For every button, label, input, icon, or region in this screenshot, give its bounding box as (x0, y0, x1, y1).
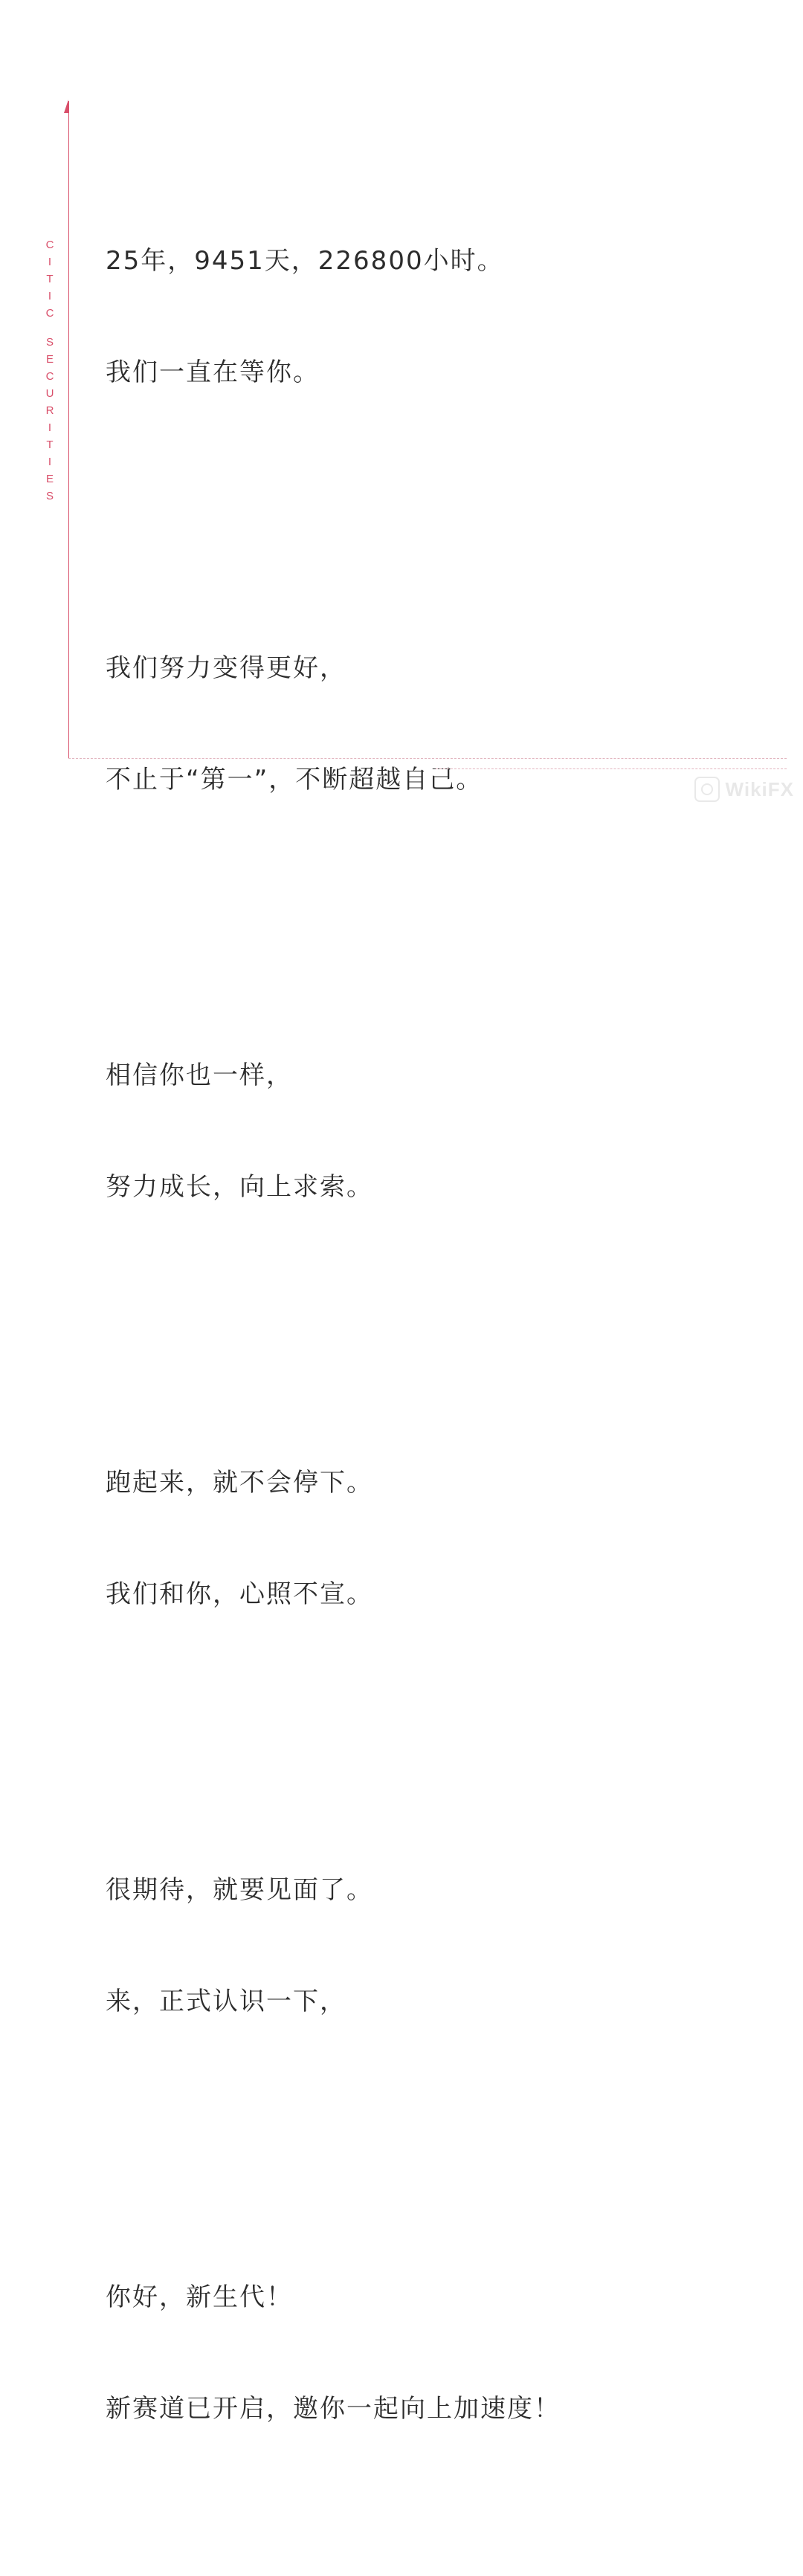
copy-line: 你好，新生代！ (106, 2282, 293, 2312)
copy-line: 我们努力变得更好， (106, 653, 346, 683)
paragraph (106, 168, 760, 465)
dashed-divider-secondary (436, 768, 787, 769)
brand-letter: S (45, 336, 54, 349)
dashed-divider-primary (68, 758, 787, 759)
poster-copy (106, 94, 760, 2576)
paragraph (106, 983, 760, 1280)
brand-letter: S (45, 490, 54, 502)
brand-letter: C (45, 307, 54, 320)
paragraph (106, 2204, 760, 2502)
paragraph (106, 1390, 760, 1687)
brand-letter: U (45, 387, 54, 400)
watermark-label: WikiFX (725, 777, 794, 800)
brand-letter: T (46, 273, 54, 285)
accent-vertical-rule (68, 101, 69, 758)
brand-letter: C (45, 370, 54, 383)
paragraph (106, 575, 760, 873)
brand-letter: R (45, 404, 54, 417)
brand-letter: T (46, 438, 54, 451)
brand-letter: I (48, 421, 52, 434)
camera-icon (694, 777, 720, 802)
copy-line: 很期待，就要见面了。 (106, 1875, 373, 1905)
brand-letter: I (48, 290, 52, 302)
copy-line: 来，正式认识一下， (106, 1987, 346, 2016)
copy-line: 我们一直在等你。 (106, 357, 320, 387)
brand-letter: E (45, 473, 54, 485)
watermark (694, 777, 794, 802)
copy-line: 相信你也一样， (106, 1061, 293, 1090)
copy-line: 25年，9451天，226800小时。 (106, 246, 504, 276)
paragraph (106, 1797, 760, 2094)
brand-vertical-text (39, 236, 61, 505)
copy-line: 跑起来，就不会停下。 (106, 1468, 373, 1498)
brand-letter: I (48, 456, 52, 468)
copy-line: 不止于“第一”，不断超越自己。 (106, 765, 483, 795)
copy-line: 努力成长，向上求索。 (106, 1172, 373, 1202)
brand-letter: C (45, 239, 54, 251)
brand-letter: I (48, 256, 52, 268)
copy-line: 新赛道已开启，邀你一起向上加速度！ (106, 2394, 561, 2424)
copy-line: 我们和你，心照不宣。 (106, 1579, 373, 1609)
brand-letter-gap (39, 322, 61, 334)
brand-letter: E (45, 353, 54, 366)
